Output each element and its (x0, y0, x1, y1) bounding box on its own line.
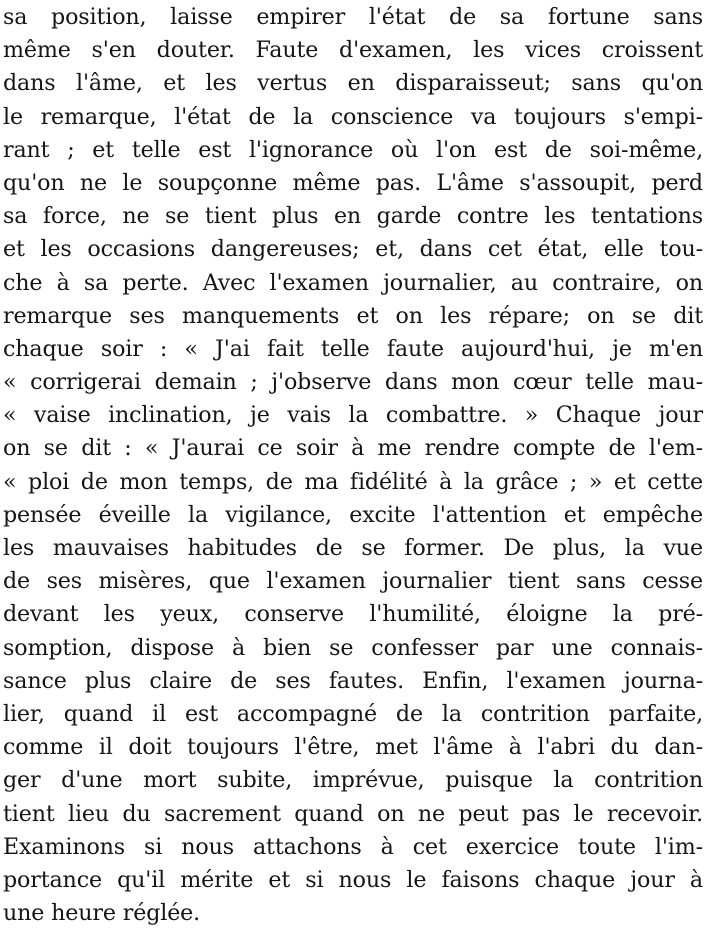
text-line: sa position, laisse empirer l'état de sa fortune sans (3, 4, 703, 30)
text-line: « ploi de mon temps, de ma fidélité à la grâce ; » et cette (3, 468, 703, 495)
text-line: lier, quand il est accompagné de la contrition parfaite, (3, 700, 703, 727)
text-line: portance qu'il mérite et si nous le faisons chaque jour à (3, 866, 703, 893)
text-line: somption, dispose à bien se confesser par une connais- (3, 634, 703, 661)
text-line: « vaise inclination, je vais la combattre. » Chaque jour (3, 402, 703, 429)
text-line: chaque soir : « J'ai fait telle faute aujourd'hui, je m'en (3, 335, 703, 362)
text-line: tient lieu du sacrement quand on ne peut pas le recevoir. (3, 800, 703, 827)
text-line: devant les yeux, conserve l'humilité, éloigne la pré- (3, 601, 703, 628)
text-line: même s'en douter. Faute d'examen, les vices croissent (3, 37, 703, 64)
text-line: de ses misères, que l'examen journalier tient sans cesse (3, 568, 703, 595)
text-line: sance plus claire de ses fautes. Enfin, l'examen journa- (3, 667, 703, 694)
text-line: comme il doit toujours l'être, met l'âme à l'abri du dan- (3, 734, 703, 761)
paragraph (3, 1, 703, 930)
text-line: remarque ses manquements et on les répare; on se dit (3, 302, 703, 329)
text-line: sa force, ne se tient plus en garde contre les tentations (3, 203, 703, 230)
text-line: rant ; et telle est l'ignorance où l'on est de soi-même, (3, 136, 703, 163)
text-line: Examinons si nous attachons à cet exercice toute l'im- (3, 833, 703, 860)
text-line: on se dit : « J'aurai ce soir à me rendre compte de l'em- (3, 435, 703, 462)
text-line: les mauvaises habitudes de se former. De plus, la vue (3, 535, 703, 561)
text-line: le remarque, l'état de la conscience va toujours s'empi- (3, 103, 703, 130)
text-line: dans l'âme, et les vertus en disparaisseut; sans qu'on (3, 70, 703, 97)
text-line: qu'on ne le soupçonne même pas. L'âme s'assoupit, perd (3, 169, 703, 196)
text-line: « corrigerai demain ; j'observe dans mon cœur telle mau- (3, 369, 703, 396)
text-line: et les occasions dangereuses; et, dans cet état, elle tou- (3, 236, 703, 263)
text-line: une heure réglée. (3, 900, 201, 927)
text-line: ger d'une mort subite, imprévue, puisque la contrition (3, 767, 703, 794)
text-line: che à sa perte. Avec l'examen journalier, au contraire, on (3, 269, 703, 296)
text-line: pensée éveille la vigilance, excite l'attention et empêche (3, 501, 703, 528)
